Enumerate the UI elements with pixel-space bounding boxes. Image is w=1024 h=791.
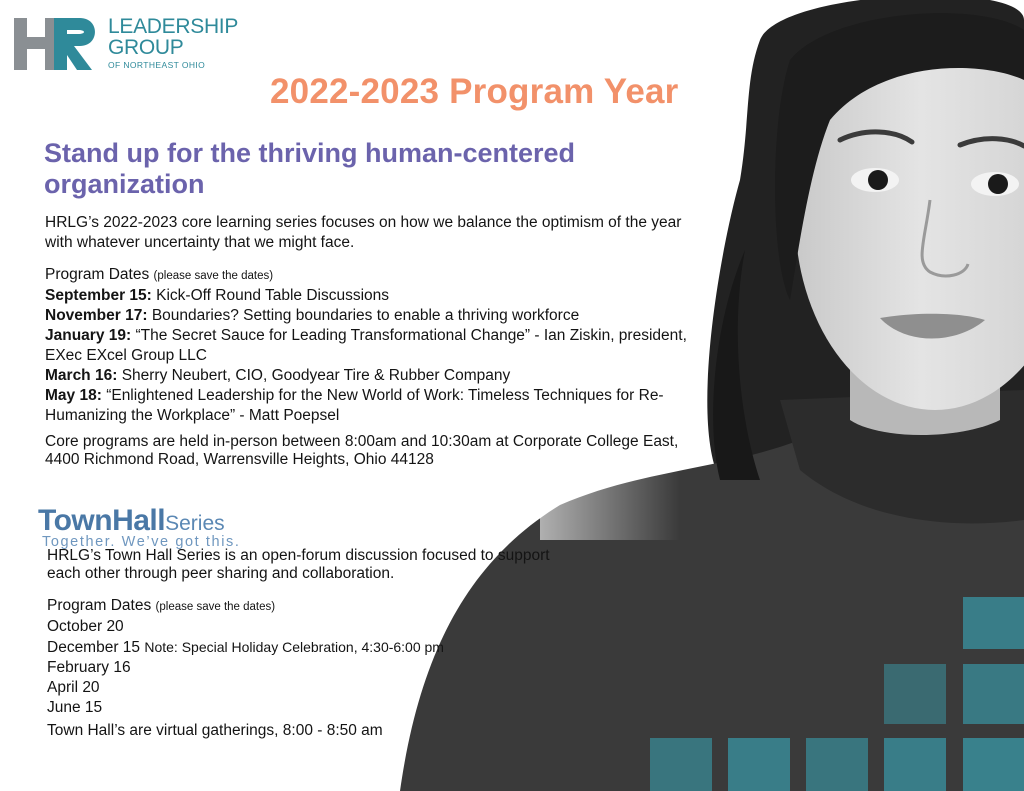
program-dates-label: Program Dates bbox=[45, 266, 150, 283]
session-text: Sherry Neubert, CIO, Goodyear Tire & Rubber Company bbox=[121, 367, 511, 384]
program-dates-heading bbox=[47, 596, 567, 617]
logo-line-1: LEADERSHIP bbox=[108, 15, 239, 38]
hrlg-logo bbox=[14, 14, 254, 74]
townhall-virtual-note: Town Hall’s are virtual gatherings, 8:00 - 8:50 am bbox=[47, 722, 383, 739]
session-text: “Enlightened Leadership for the New World of Work: Timeless Techniques for Re-Humanizing the Workplace” - Matt Poepsel bbox=[45, 387, 664, 424]
townhall-tagline: Together. We’ve got this. bbox=[42, 534, 241, 550]
townhall-intro: HRLG’s Town Hall Series is an open-forum discussion focused to support each other through peer sharing and collaboration. bbox=[47, 547, 550, 582]
townhall-series-word: Series bbox=[165, 512, 225, 535]
core-program-dates bbox=[45, 265, 725, 426]
logo-line-2: GROUP bbox=[108, 36, 184, 59]
session-text: “The Secret Sauce for Leading Transformational Change” - Ian Ziskin, president, EXec EXcel Group LLC bbox=[45, 327, 687, 364]
session-date: September 15: bbox=[45, 287, 152, 304]
session-date: May 18: bbox=[45, 387, 102, 404]
core-location-note bbox=[45, 433, 705, 469]
session-date: November 17: bbox=[45, 307, 148, 324]
session-text: Kick-Off Round Table Discussions bbox=[156, 287, 390, 304]
location-venue: Corporate College East bbox=[512, 433, 674, 450]
session-row bbox=[45, 366, 725, 386]
townhall-date-note: Note: Special Holiday Celebration, 4:30-6:00 pm bbox=[144, 639, 444, 655]
townhall-date: December 15 bbox=[47, 639, 141, 656]
save-dates-note: (please save the dates) bbox=[155, 601, 276, 613]
townhall-date: April 20 bbox=[47, 679, 100, 696]
session-date: March 16: bbox=[45, 367, 118, 384]
logo-line-3: OF NORTHEAST OHIO bbox=[108, 60, 206, 70]
program-dates-label: Program Dates bbox=[47, 597, 152, 614]
townhall-series-logo bbox=[38, 504, 241, 550]
townhall-date-row bbox=[47, 617, 567, 637]
session-row bbox=[45, 286, 725, 306]
location-prefix: Core programs are held in-person between 8:00am and 10:30am at bbox=[45, 433, 509, 450]
townhall-program-dates bbox=[47, 596, 567, 718]
session-row bbox=[45, 326, 725, 366]
save-dates-note: (please save the dates) bbox=[153, 270, 274, 282]
location-address: , 4400 Richmond Road, Warrensville Heights, Ohio 44128 bbox=[45, 433, 679, 468]
townhall-date: June 15 bbox=[47, 699, 103, 716]
subtitle-heading: Stand up for the thriving human-centered organization bbox=[44, 138, 576, 199]
program-dates-heading bbox=[45, 265, 725, 286]
core-series-intro: HRLG’s 2022-2023 core learning series focuses on how we balance the optimism of the year with whatever uncertainty that we might face. bbox=[45, 214, 682, 251]
townhall-date-row bbox=[47, 637, 567, 658]
session-text: Boundaries? Setting boundaries to enable a thriving workforce bbox=[151, 307, 580, 324]
session-row bbox=[45, 386, 725, 426]
townhall-brand: TownHall bbox=[38, 504, 166, 537]
townhall-date: February 16 bbox=[47, 659, 131, 676]
townhall-date-row bbox=[47, 698, 567, 718]
townhall-date: October 20 bbox=[47, 618, 124, 635]
program-year-title: 2022-2023 Program Year bbox=[270, 72, 679, 111]
session-row bbox=[45, 306, 725, 326]
hr-monogram-logo bbox=[14, 14, 104, 74]
townhall-date-row bbox=[47, 678, 567, 698]
session-date: January 19: bbox=[45, 327, 132, 344]
townhall-date-row bbox=[47, 658, 567, 678]
